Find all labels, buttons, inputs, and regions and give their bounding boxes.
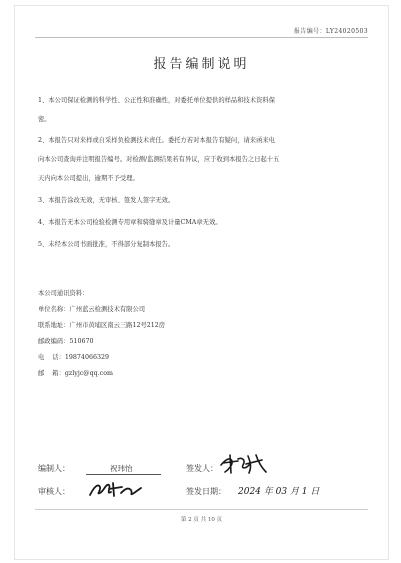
issue-date-label: 签发日期： [186,487,226,496]
issuer-signature [218,451,268,477]
clause-1-line-2: 密。 [38,116,51,123]
reviewer-signature [88,477,143,499]
contact-label: 邮 箱： [38,370,65,377]
contact-row-email [38,366,165,382]
contact-label: 邮政编码： [38,338,70,345]
contact-row-postcode [38,334,165,350]
compiler-name: 祝玮怡 [110,464,133,473]
contact-row-phone [38,350,165,366]
contact-label: 联系地址： [38,322,70,329]
compiler-label: 编制人： [38,464,70,473]
page-title: 报告编制说明 [153,57,250,72]
signature-area [38,461,368,506]
issuer-label: 签发人： [186,464,218,473]
footer-divider [35,509,368,510]
clause-5: 5、未经本公司书面批准，不得部分复制本报告。 [38,241,175,248]
compiler-line [86,474,161,475]
contact-info [38,286,165,382]
clause-2-line-2: 向本公司查询并注明报告编号。对检测/监测结果若有异议，应于收到本报告之日起十五 [38,156,280,163]
contact-label: 单位名称： [38,306,70,313]
contact-value: 19874066329 [64,354,109,361]
clause-2-line-1: 2、本报告只对来样或自采样负检测技术责任。委托方若对本报告有疑问，请来函来电 [38,137,275,144]
contact-value: gzlyjc@qq.com [64,370,113,377]
reviewer-label: 审核人： [38,487,70,496]
contact-heading: 本公司通讯资料： [38,290,89,297]
contact-row-company [38,302,165,318]
issue-date: 2024 年 03 月 1 日 [238,487,320,497]
report-number: 报告编号：LY24020503 [293,28,368,35]
clause-2-line-3: 天内向本公司提出，逾期不予受理。 [38,175,139,182]
report-page [14,5,389,560]
contact-value: 广州市黄埔区南云三路12号212房 [69,322,166,329]
contact-label: 电 话： [38,354,65,361]
clause-4: 4、本报告无本公司检验检测专用章和骑缝章及计量CMA章无效。 [38,219,222,226]
header-divider [35,37,368,38]
clause-1-line-1: 1、本公司保证检测的科学性、公正性和准确性，对委托单位提供的样品和技术资料保 [38,97,275,104]
page-number: 第 2 页 共 10 页 [180,517,223,523]
contact-value: 510670 [69,338,94,345]
contact-row-address [38,318,165,334]
clause-3: 3、本报告涂改无效，无审核、签发人签字无效。 [38,197,175,204]
contact-value: 广州蓝云检测技术有限公司 [69,306,146,313]
